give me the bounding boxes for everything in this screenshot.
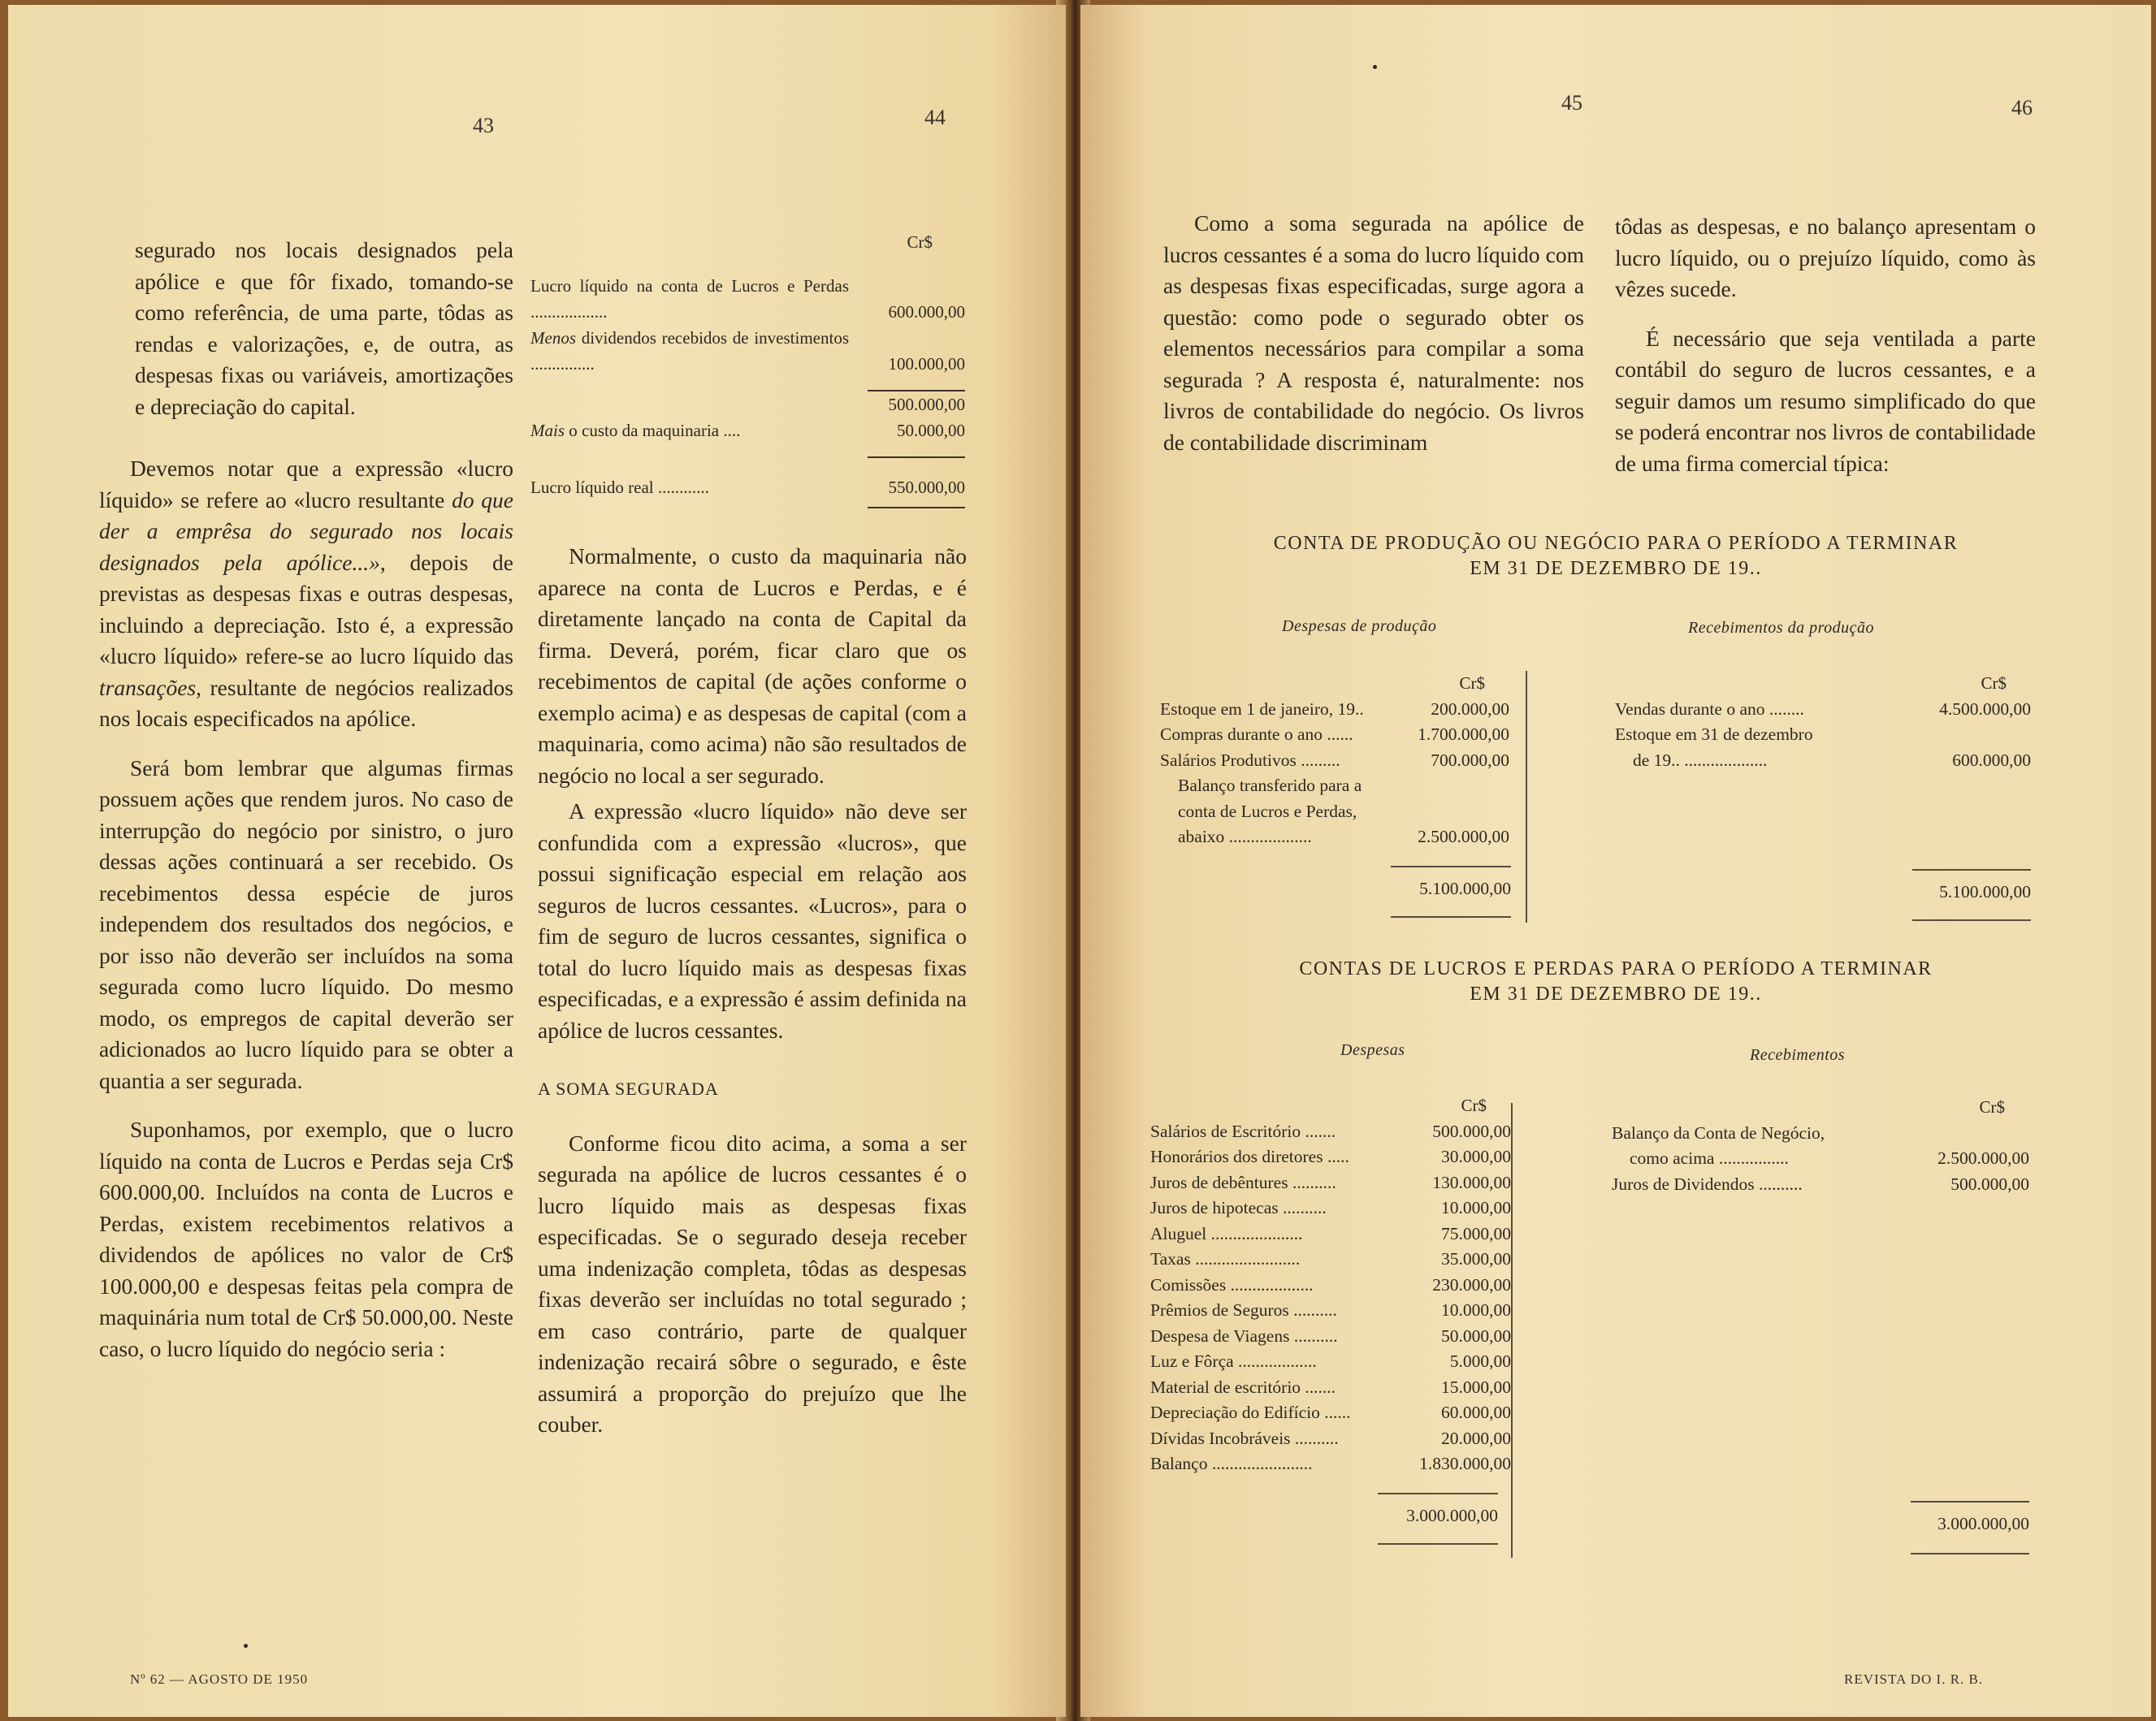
ledger-row: Salários de Escritório ....... 500.000,00 xyxy=(1150,1121,1511,1141)
calc-row: Mais o custo da maquinaria .... 50.000,00 xyxy=(530,421,965,440)
profit-loss-expenses-list xyxy=(1150,1093,1511,1477)
total-rule xyxy=(1378,1543,1498,1545)
ledger-divider xyxy=(1526,671,1527,923)
currency-label: Cr$ xyxy=(1461,1096,1487,1115)
paragraph: tôdas as despesas, e no balanço apresentam o lucro líquido, ou o prejuízo líquido, como às vêzes sucede. xyxy=(1615,214,2036,301)
production-expenses-total: 5.100.000,00 xyxy=(1419,879,1511,898)
profit-loss-receipts-total: 3.000.000,00 xyxy=(1937,1514,2029,1533)
calc-row: Lucro líquido real ............ 550.000,00 xyxy=(530,478,965,497)
profit-loss-expenses-total: 3.000.000,00 xyxy=(1406,1506,1498,1525)
currency-label: Cr$ xyxy=(1981,673,2007,693)
paragraph: segurado nos locais designados pela apólice e que fôr fixado, tomando-se como referência, de uma parte, tôdas as rendas e valorizações, e, de outra, as despesas fixas ou variáveis, amortizações e depreciação do capital. xyxy=(135,237,513,419)
paragraph: Devemos notar que a expressão «lucro líquido» se refere ao «lucro resultante do que der a emprêsa do segurado nos locais designados pela apólice...», depois de previstas as despesas fixas e outras despesas, incluindo a depreciação. Isto é, a expressão «lucro líquido» refere-se ao lucro líquido das transações, resultante de negócios realizados nos locais especificados na apólice. xyxy=(99,456,513,731)
ledger-row: Vendas durante o ano ........ 4.500.000,00 xyxy=(1615,698,2031,719)
ledger-row: Balanço da Conta de Negócio, xyxy=(1612,1122,1825,1143)
ledger-row: Luz e Fôrça .................. 5.000,00 xyxy=(1150,1351,1511,1371)
page-number-44: 44 xyxy=(924,106,946,129)
ledger-row: Aluguel ..................... 75.000,00 xyxy=(1150,1223,1511,1243)
ledger-row: Compras durante o ano ...... 1.700.000,00 xyxy=(1160,724,1509,744)
total-rule xyxy=(1911,1501,2029,1503)
paragraph: É necessário que seja ventilada a parte contábil do seguro de lucros cessantes, e a seguir damos um resumo simplificado do que se poderá encontrar nos livros de contabilidade de uma firma comercial típica: xyxy=(1615,325,2036,476)
production-receipts-total: 5.100.000,00 xyxy=(1939,882,2031,902)
paragraph: Suponhamos, por exemplo, que o lucro líquido na conta de Lucros e Perdas seja Cr$ 600.000,00. Incluídos na conta de Lucros e Perdas, existem recebimentos relativos a dividendos de apólices no valor de Cr$ 100.000,00 e despesas feitas pela compra de maquinária num total de Cr$ 50.000,00. Neste caso, o lucro líquido do negócio seria : xyxy=(99,1117,513,1361)
page-number-46: 46 xyxy=(2011,96,2033,119)
page-footer: Nº 62 — AGOSTO DE 1950 xyxy=(130,1671,309,1687)
ledger-row: Estoque em 31 de dezembro xyxy=(1615,724,1813,744)
section-heading: A SOMA SEGURADA xyxy=(538,1079,719,1099)
ledger-row: Juros de hipotecas .......... 10.000,00 xyxy=(1150,1198,1511,1217)
currency-label: Cr$ xyxy=(1979,1097,2005,1117)
page-46-text-column xyxy=(1615,211,2036,479)
ledger-row: de 19.. ................... 600.000,00 xyxy=(1633,750,2031,770)
paragraph: Normalmente, o custo da maquinaria não aparece na conta de Lucros e Perdas, e é diretamente lançado na conta de Capital da firma. Deverá, porém, ficar claro que os recebimentos de capital (de ações conforme o exemplo acima) e as despesas de capital (com a maquinaria, como acima) não são resultados de negócio no local a ser segurado. xyxy=(538,543,967,788)
page-number-45: 45 xyxy=(1561,91,1582,115)
left-page-spread xyxy=(8,5,1066,1717)
paragraph: Como a soma segurada na apólice de lucros cessantes é a soma do lucro líquido com as despesas fixas especificadas, surge agora a questão: como pode o segurado obter os elementos necessários para compilar a soma segurada ? A resposta é, naturalmente: nos livros de contabilidade do negócio. Os livros de contabilidade discriminam xyxy=(1163,210,1584,455)
production-receipts-list xyxy=(1615,671,2031,773)
print-speck xyxy=(244,1644,248,1648)
ledger-row: Despesa de Viagens .......... 50.000,00 xyxy=(1150,1325,1511,1346)
ledger-row: Prêmios de Seguros .......... 10.000,00 xyxy=(1150,1300,1511,1320)
print-speck xyxy=(1373,65,1377,69)
ledger-row: abaixo ................... 2.500.000,00 xyxy=(1178,827,1509,846)
calc-row: Menos dividendos recebidos de investimentos ............... 100.000,00 xyxy=(530,328,965,374)
total-rule xyxy=(1911,1553,2029,1555)
total-rule xyxy=(868,507,965,508)
right-page-spread xyxy=(1080,5,2151,1717)
page-footer: REVISTA DO I. R. B. xyxy=(1844,1671,1984,1687)
ledger-row: Balanço transferido para a xyxy=(1178,776,1362,795)
calc-row: Lucro líquido na conta de Lucros e Perdas .................. 600.000,00 xyxy=(530,276,965,322)
total-rule xyxy=(1391,866,1511,867)
ledger-row: Material de escritório ....... 15.000,00 xyxy=(1150,1377,1511,1397)
paragraph: Conforme ficou dito acima, a soma a ser segurada na apólice de lucros cessantes é o lucro líquido mais as despesas fixas especificadas. Se o segurado deseja receber uma indenização completa, tôdas as despesas fixas deverão ser incluídas no total segurado ; em caso contrário, parte de qualquer indenização recairá sôbre o segurado, e êste assumirá a proporção do prejuízo que lhe couber. xyxy=(538,1130,967,1437)
sum-rule xyxy=(868,456,965,458)
production-account-title: CONTA DE PRODUÇÃO OU NEGÓCIO PARA O PERÍODO A TERMINAR EM 31 DE DEZEMBRO DE 19.. xyxy=(1273,533,1959,579)
page-44-text-column xyxy=(538,541,967,1441)
ledger-row: Balanço ....................... 1.830.000,00 xyxy=(1150,1454,1511,1473)
page-45-text-column xyxy=(1163,208,1584,458)
profit-loss-expenses-heading: Despesas xyxy=(1340,1041,1405,1059)
production-receipts-heading: Recebimentos da produção xyxy=(1688,619,1874,637)
profit-loss-receipts-heading: Recebimentos xyxy=(1750,1046,1846,1064)
net-profit-calculation xyxy=(530,229,965,508)
ledger-row: Honorários dos diretores ..... 30.000,00 xyxy=(1150,1147,1511,1166)
ledger-divider xyxy=(1511,1103,1513,1558)
ledger-row: como acima ................ 2.500.000,00 xyxy=(1630,1148,2029,1168)
currency-label: Cr$ xyxy=(1459,673,1485,693)
page-43-text-column xyxy=(99,235,513,1364)
ledger-row: Juros de Dividendos .......... 500.000,00 xyxy=(1612,1174,2029,1194)
calc-subtotal: 500.000,00 xyxy=(888,395,965,414)
total-rule xyxy=(1391,916,1511,918)
ledger-row: Taxas ........................ 35.000,00 xyxy=(1150,1249,1511,1269)
profit-loss-account-title: CONTAS DE LUCROS E PERDAS PARA O PERÍODO A TERMINAR EM 31 DE DEZEMBRO DE 19.. xyxy=(1299,958,1933,1005)
ledger-row: conta de Lucros e Perdas, xyxy=(1178,801,1357,821)
paragraph: Será bom lembrar que algumas firmas possuem ações que rendem juros. No caso de interrupção do negócio por sinistro, o juro dessas ações continuará a ser recebido. Os recebimentos dessa espécie de juros independem dos resultados dos negócios, e por isso não deverão ser incluídos na soma segurada como lucro líquido. Do mesmo modo, os empregos de capital deverão ser adicionados ao lucro líquido para se obter a quantia a ser segurada. xyxy=(99,755,513,1093)
profit-loss-receipts-list xyxy=(1612,1095,2029,1197)
total-rule xyxy=(1378,1493,1498,1494)
ledger-row: Comissões ................... 230.000,00 xyxy=(1150,1274,1511,1295)
total-rule xyxy=(1912,869,2031,871)
ledger-row: Juros de debêntures .......... 130.000,00 xyxy=(1150,1172,1511,1192)
ledger-row: Estoque em 1 de janeiro, 19.. 200.000,00 xyxy=(1160,698,1509,719)
production-expenses-heading: Despesas de produção xyxy=(1282,617,1437,635)
ledger-row: Dívidas Incobráveis .......... 20.000,00 xyxy=(1150,1428,1511,1448)
currency-label: Cr$ xyxy=(907,232,933,252)
total-rule xyxy=(1912,919,2031,921)
production-expenses-list xyxy=(1160,671,1509,850)
ledger-row: Salários Produtivos ......... 700.000,00 xyxy=(1160,750,1509,770)
paragraph: A expressão «lucro líquido» não deve ser confundida com a expressão «lucros», que possui significação especial em relação aos seguros de lucros cessantes. «Lucros», para o fim de seguro de lucros cessantes, significa o total do lucro líquido mais as despesas fixas especificadas, e a expressão é assim definida na apólice de lucros cessantes. xyxy=(538,798,967,1043)
page-number-43: 43 xyxy=(473,114,494,137)
ledger-row: Depreciação do Edifício ...... 60.000,00 xyxy=(1150,1403,1511,1422)
